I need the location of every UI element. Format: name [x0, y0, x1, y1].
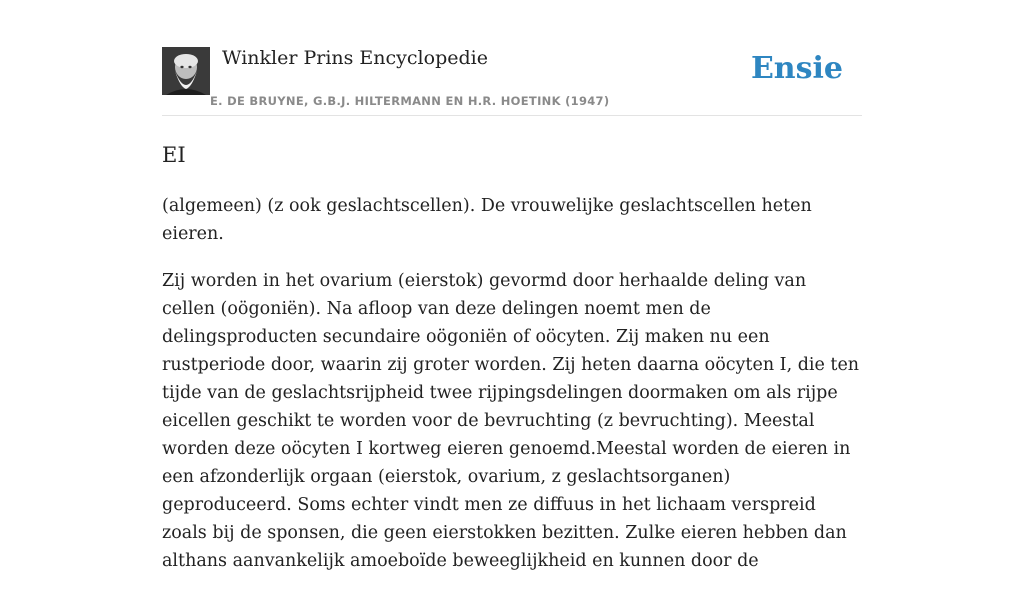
author-portrait-icon[interactable]	[162, 47, 210, 95]
entry-paragraph: Zij worden in het ovarium (eierstok) gevormd door herhaalde deling van cellen (oögoniën). Na afloop van deze delingen noemt men de delingsproducten secundaire oögoniën of oöcyten. Zij maken nu een rustperiode door, waarin zij groter worden. Zij heten daarna oöcyten I, die ten tijde van de geslachtsrijpheid twee rijpingsdelingen doormaken om als rijpe eicellen geschikt te worden voor de bevruchting (z bevruchting). Meestal worden deze oöcyten I kortweg eieren genoemd.Meestal worden de eieren in een afzonderlijk orgaan (eierstok, ovarium, z geslachtsorganen) geproduceerd. Soms echter vindt men ze diffuus in het lichaam verspreid zoals bij de sponsen, die geen eierstokken bezitten. Zulke eieren hebben dan althans aanvankelijk amoeboïde beweeglijkheid en kunnen door de	[162, 271, 860, 571]
portrait-graphic	[162, 47, 210, 95]
entry-title: EI	[162, 143, 186, 167]
source-authors: E. DE BRUYNE, G.B.J. HILTERMANN EN H.R. HOETINK (1947)	[210, 94, 610, 108]
ensie-logo-link[interactable]: Ensie	[750, 51, 843, 86]
entry-body	[162, 192, 862, 594]
entry-paragraph: (algemeen) (z ook geslachtscellen). De vrouwelijke geslachtscellen heten eieren.	[162, 196, 812, 244]
source-title[interactable]: Winkler Prins Encyclopedie	[222, 47, 488, 69]
source-header	[162, 0, 862, 116]
content-container	[162, 0, 862, 571]
